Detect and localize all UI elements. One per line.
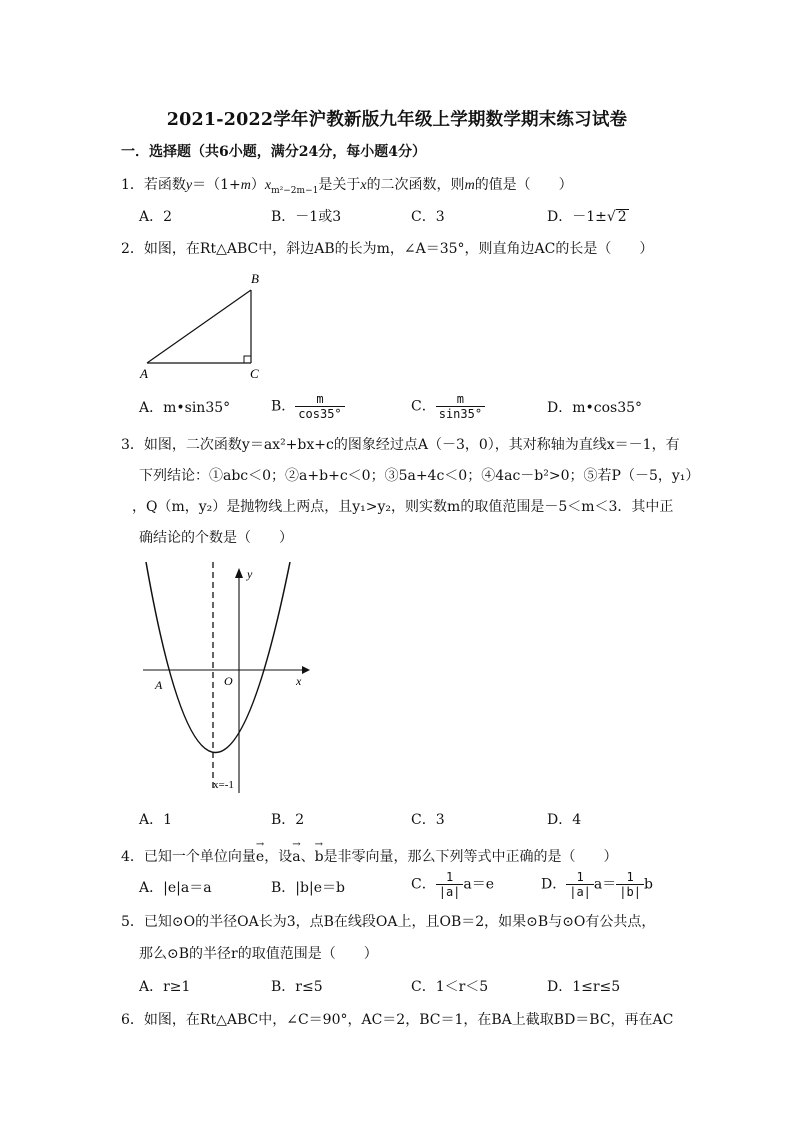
- parabola-curve: [146, 562, 290, 753]
- q5-text-1: 已知⊙O的半径OA长为3，点B在线段OA上，且OB＝2，如果⊙B与⊙O有公共点，: [143, 914, 656, 930]
- q2-option-d: D．m•cos35°: [547, 400, 643, 416]
- fraction-denominator: sin35°: [436, 406, 485, 421]
- fraction-denominator: |a|: [436, 884, 464, 899]
- q4-number: 4．: [121, 849, 144, 865]
- q4-option-d: [541, 870, 653, 899]
- fraction: [616, 870, 644, 899]
- fraction-numerator: 1: [626, 870, 634, 884]
- q1-var-y: y: [185, 178, 193, 193]
- q1-text-post1: 是关于: [318, 177, 361, 193]
- q1-option-a: A．2: [139, 209, 173, 225]
- q5-option-b: B．r≤5: [271, 979, 323, 995]
- vertex-label-a: A: [140, 366, 148, 381]
- q4-option-a: [139, 878, 212, 898]
- x-axis-label: x: [296, 674, 302, 688]
- vector-a: → a: [292, 843, 300, 867]
- fraction-numerator: 1: [576, 870, 584, 884]
- right-angle-mark: [244, 356, 251, 363]
- question-5-line-2: 那么⊙B的半径r的取值范围是（ ）: [139, 946, 378, 962]
- q4-option-c-tail: a＝e: [463, 876, 495, 893]
- q6-number: 6．: [121, 1012, 144, 1028]
- q1-text-mid1: ＝（1+: [192, 177, 241, 193]
- point-a-label: A: [155, 678, 163, 692]
- fraction-denominator: |a|: [566, 884, 594, 899]
- question-3-line-3: ，Q（m，y₂）是抛物线上两点，且y₁>y₂，则实数m的取值范围是－5＜m＜3．其中正: [132, 499, 674, 515]
- q5-option-d: D．1≤r≤5: [547, 979, 621, 995]
- q2-option-b: [271, 392, 345, 421]
- vector-b: → b: [315, 843, 324, 867]
- symmetry-axis-label: x=-1: [213, 779, 234, 791]
- q3-option-c: C．3: [411, 812, 445, 828]
- q1-exponent: m²−2m−1: [271, 185, 319, 196]
- q4-text-3: 是非零向量，那么下列等式中正确的是（ ）: [323, 849, 618, 865]
- q1-text-post3: 的值是（ ）: [474, 177, 573, 193]
- q1-text-pre: 若函数: [143, 177, 186, 193]
- q3-option-a: A．1: [139, 812, 173, 828]
- fraction-denominator: cos35°: [295, 406, 344, 421]
- fraction: [295, 392, 344, 421]
- fraction-numerator: m: [316, 392, 324, 406]
- q2-triangle-figure: [138, 268, 278, 386]
- q2-option-a: A．m•sin35°: [139, 400, 231, 416]
- question-4: [121, 843, 618, 867]
- y-axis-arrow: [235, 568, 243, 578]
- q1-var-x2: x: [360, 178, 367, 193]
- vertex-label-b: B: [251, 271, 259, 286]
- q4-option-b-prefix: B．: [271, 880, 296, 896]
- q4-option-b: [271, 878, 345, 898]
- page-title: 2021-2022学年沪教新版九年级上学期数学期末练习试卷: [166, 110, 628, 130]
- question-1: [121, 175, 573, 196]
- q1-var-m2: m: [464, 178, 475, 193]
- fraction: [436, 870, 464, 899]
- q1-option-b: B．－1或3: [271, 209, 342, 225]
- q2-option-c-prefix: C．: [411, 398, 436, 415]
- question-5-line-1: [121, 912, 655, 932]
- q3-parabola-figure: [140, 558, 310, 798]
- fraction-numerator: m: [456, 392, 465, 406]
- q2-number: 2．: [121, 241, 144, 257]
- q1-option-c: C．3: [411, 209, 445, 225]
- q1-var-m: m: [240, 178, 251, 193]
- q1-option-d-text: D．－1±: [547, 209, 607, 225]
- q1-number: 1．: [121, 177, 144, 193]
- y-axis-label: y: [247, 567, 253, 581]
- q4-text-1: 已知一个单位向量: [143, 849, 256, 865]
- fraction: [436, 392, 485, 421]
- q4-option-d-mid: a＝: [593, 876, 617, 893]
- q6-text-1: 如图，在Rt△ABC中，∠C＝90°，AC＝2，BC＝1，在BA上截取BD＝BC，再在AC: [143, 1012, 674, 1028]
- q4-option-a-prefix: A．: [139, 880, 164, 896]
- q1-option-d-radicand: 2: [617, 209, 627, 225]
- vector-e: → e: [256, 843, 264, 867]
- sqrt-symbol: √: [606, 209, 616, 225]
- vertex-label-c: C: [250, 366, 259, 381]
- q4-option-d-prefix: D．: [541, 876, 567, 893]
- section-heading: 一．选择题（共6小题，满分24分，每小题4分）: [121, 144, 426, 160]
- q3-number: 3．: [121, 437, 144, 453]
- question-3-line-2: 下列结论：①abc＜0；②a+b+c＜0；③5a+4c＜0；④4ac－b²>0；⑤若P（－5，y₁）: [139, 468, 700, 484]
- q2-text: 如图，在Rt△ABC中，斜边AB的长为m，∠A＝35°，则直角边AC的长是（ ）: [143, 241, 654, 257]
- fraction: [566, 870, 594, 899]
- q5-option-c: C．1＜r＜5: [411, 979, 489, 995]
- fraction-denominator: |b|: [616, 884, 644, 899]
- q4-option-b-body: |b|e＝b: [295, 880, 345, 896]
- q1-var-x: x: [264, 178, 272, 193]
- question-3-line-1: [121, 435, 680, 455]
- q2-option-c: [411, 392, 485, 421]
- q4-option-c: [411, 870, 494, 899]
- question-6-line-1: [121, 1010, 673, 1030]
- q1-option-d: [547, 207, 629, 227]
- q4-option-c-prefix: C．: [411, 876, 436, 893]
- side-ab: [147, 290, 251, 363]
- q4-option-d-tail: b: [643, 876, 653, 893]
- x-axis-arrow: [302, 666, 310, 674]
- q3-text-1: 如图，二次函数y＝ax²+bx+c的图象经过点A（－3，0），其对称轴为直线x＝－1，有: [143, 437, 680, 453]
- q4-separator: 、: [300, 849, 315, 865]
- q4-option-a-body: |e|a＝a: [163, 880, 212, 896]
- q3-option-d: D．4: [547, 812, 582, 828]
- q5-number: 5．: [121, 914, 144, 930]
- q3-option-b: B．2: [271, 812, 305, 828]
- q4-text-2: ，设: [264, 849, 293, 865]
- question-3-line-4: 确结论的个数是（ ）: [139, 530, 293, 546]
- q2-option-b-prefix: B．: [271, 398, 296, 415]
- q1-text-post2: 的二次函数，则: [366, 177, 465, 193]
- fraction-numerator: 1: [445, 870, 454, 884]
- q5-option-a: A．r≥1: [139, 979, 191, 995]
- q1-text-mid2: ）: [250, 177, 265, 193]
- origin-label: O: [224, 674, 233, 688]
- question-2: [121, 239, 653, 259]
